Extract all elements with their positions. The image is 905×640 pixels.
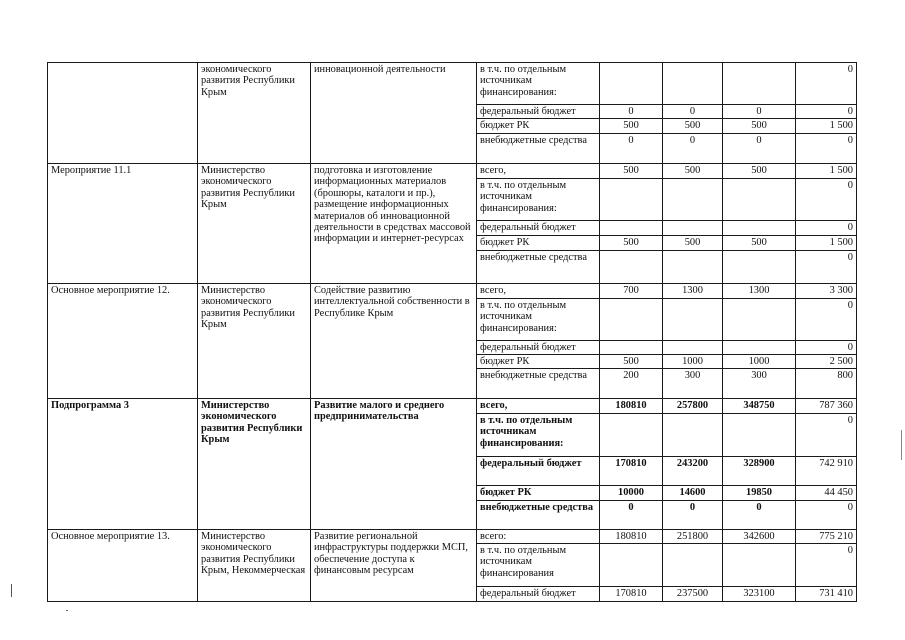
total-cell: 0 [796, 105, 857, 119]
table-row [48, 63, 857, 105]
year2-cell [663, 299, 723, 341]
source-cell: всего: [477, 530, 600, 544]
year1-cell: 180810 [600, 399, 663, 414]
year3-cell [723, 221, 796, 236]
year3-cell: 0 [723, 501, 796, 530]
year2-cell: 237500 [663, 587, 723, 602]
source-cell: бюджет РК [477, 236, 600, 251]
year3-cell: 1300 [723, 284, 796, 299]
source-cell: всего, [477, 164, 600, 179]
source-cell: внебюджетные средства [477, 501, 600, 530]
year3-cell: 500 [723, 236, 796, 251]
year3-cell: 0 [723, 105, 796, 119]
year1-cell [600, 414, 663, 457]
description-cell: подготовка и изготовление информационных материалов (брошюры, каталоги и пр.), размещение информационных материалов об инновационной деятельности в средствах массовой информации и интернет-ресурсах [311, 164, 477, 284]
source-cell: в т.ч. по отдельным источникам финансирования: [477, 63, 600, 105]
year1-cell [600, 544, 663, 587]
event-name-cell: Основное мероприятие 13. [48, 530, 198, 602]
year3-cell: 342600 [723, 530, 796, 544]
year2-cell: 0 [663, 134, 723, 164]
year1-cell: 180810 [600, 530, 663, 544]
source-cell: всего, [477, 284, 600, 299]
table-row [48, 284, 857, 299]
year3-cell [723, 63, 796, 105]
year3-cell: 500 [723, 164, 796, 179]
event-name-cell: Мероприятие 11.1 [48, 164, 198, 284]
year1-cell: 10000 [600, 486, 663, 501]
total-cell: 0 [796, 134, 857, 164]
total-cell: 0 [796, 341, 857, 355]
year2-cell [663, 544, 723, 587]
source-cell: федеральный бюджет [477, 341, 600, 355]
total-cell: 800 [796, 369, 857, 399]
year1-cell [600, 179, 663, 221]
year3-cell: 348750 [723, 399, 796, 414]
year2-cell: 1000 [663, 355, 723, 369]
year1-cell: 170810 [600, 587, 663, 602]
year1-cell: 500 [600, 236, 663, 251]
source-cell: внебюджетные средства [477, 251, 600, 284]
year2-cell: 14600 [663, 486, 723, 501]
source-cell: бюджет РК [477, 355, 600, 369]
year1-cell: 0 [600, 134, 663, 164]
year3-cell: 300 [723, 369, 796, 399]
year3-cell: 19850 [723, 486, 796, 501]
year3-cell: 1000 [723, 355, 796, 369]
total-cell: 775 210 [796, 530, 857, 544]
source-cell: в т.ч. по отдельным источникам финансирования: [477, 179, 600, 221]
year2-cell: 1300 [663, 284, 723, 299]
year2-cell [663, 179, 723, 221]
year2-cell [663, 341, 723, 355]
financing-table [47, 62, 857, 602]
year3-cell [723, 299, 796, 341]
description-cell: Развитие региональной инфраструктуры поддержки МСП, обеспечение доступа к финансовым ресурсам [311, 530, 477, 602]
year1-cell [600, 221, 663, 236]
year1-cell: 170810 [600, 457, 663, 486]
year2-cell [663, 63, 723, 105]
total-cell: 0 [796, 544, 857, 587]
year2-cell: 257800 [663, 399, 723, 414]
year2-cell: 0 [663, 105, 723, 119]
event-name-cell: Основное мероприятие 12. [48, 284, 198, 399]
source-cell: федеральный бюджет [477, 587, 600, 602]
total-cell: 787 360 [796, 399, 857, 414]
description-cell: Содействие развитию интеллектуальной собственности в Республике Крым [311, 284, 477, 399]
total-cell: 0 [796, 414, 857, 457]
year2-cell [663, 251, 723, 284]
year1-cell [600, 63, 663, 105]
total-cell: 1 500 [796, 164, 857, 179]
year1-cell: 500 [600, 355, 663, 369]
scan-artifact-dot [66, 610, 68, 611]
source-cell: федеральный бюджет [477, 457, 600, 486]
scan-artifact-mark [11, 584, 12, 597]
year3-cell: 0 [723, 134, 796, 164]
year1-cell [600, 299, 663, 341]
total-cell: 0 [796, 179, 857, 221]
table-row [48, 399, 857, 414]
year3-cell [723, 179, 796, 221]
source-cell: бюджет РК [477, 119, 600, 134]
source-cell: в т.ч. по отдельным источникам финансирования [477, 544, 600, 587]
description-cell: Развитие малого и среднего предпринимательства [311, 399, 477, 530]
total-cell: 44 450 [796, 486, 857, 501]
year1-cell [600, 251, 663, 284]
year3-cell: 323100 [723, 587, 796, 602]
year2-cell: 243200 [663, 457, 723, 486]
total-cell: 1 500 [796, 119, 857, 134]
executor-cell: Министерство экономического развития Республики Крым, Некоммерческая [198, 530, 311, 602]
executor-cell: экономического развития Республики Крым [198, 63, 311, 164]
year2-cell [663, 221, 723, 236]
source-cell: федеральный бюджет [477, 105, 600, 119]
year3-cell [723, 544, 796, 587]
year3-cell [723, 341, 796, 355]
total-cell: 0 [796, 251, 857, 284]
source-cell: федеральный бюджет [477, 221, 600, 236]
total-cell: 2 500 [796, 355, 857, 369]
executor-cell: Министерство экономического развития Республики Крым [198, 399, 311, 530]
source-cell: внебюджетные средства [477, 369, 600, 399]
year2-cell: 300 [663, 369, 723, 399]
year1-cell: 700 [600, 284, 663, 299]
year1-cell: 0 [600, 501, 663, 530]
source-cell: бюджет РК [477, 486, 600, 501]
executor-cell: Министерство экономического развития Республики Крым [198, 284, 311, 399]
total-cell: 3 300 [796, 284, 857, 299]
total-cell: 0 [796, 63, 857, 105]
total-cell: 731 410 [796, 587, 857, 602]
total-cell: 0 [796, 501, 857, 530]
year2-cell: 0 [663, 501, 723, 530]
year3-cell: 500 [723, 119, 796, 134]
year2-cell: 500 [663, 119, 723, 134]
source-cell: всего, [477, 399, 600, 414]
source-cell: в т.ч. по отдельным источникам финансирования: [477, 414, 600, 457]
year2-cell: 500 [663, 236, 723, 251]
scan-artifact-mark [901, 430, 902, 460]
year3-cell [723, 251, 796, 284]
event-name-cell [48, 63, 198, 164]
source-cell: внебюджетные средства [477, 134, 600, 164]
year1-cell: 500 [600, 164, 663, 179]
year2-cell: 500 [663, 164, 723, 179]
total-cell: 0 [796, 299, 857, 341]
year3-cell: 328900 [723, 457, 796, 486]
year2-cell [663, 414, 723, 457]
table-row [48, 164, 857, 179]
year3-cell [723, 414, 796, 457]
year1-cell: 0 [600, 105, 663, 119]
source-cell: в т.ч. по отдельным источникам финансирования: [477, 299, 600, 341]
total-cell: 1 500 [796, 236, 857, 251]
total-cell: 742 910 [796, 457, 857, 486]
year1-cell: 500 [600, 119, 663, 134]
total-cell: 0 [796, 221, 857, 236]
table-row [48, 530, 857, 544]
executor-cell: Министерство экономического развития Республики Крым [198, 164, 311, 284]
event-name-cell: Подпрограмма 3 [48, 399, 198, 530]
description-cell: инновационной деятельности [311, 63, 477, 164]
year1-cell: 200 [600, 369, 663, 399]
year2-cell: 251800 [663, 530, 723, 544]
year1-cell [600, 341, 663, 355]
